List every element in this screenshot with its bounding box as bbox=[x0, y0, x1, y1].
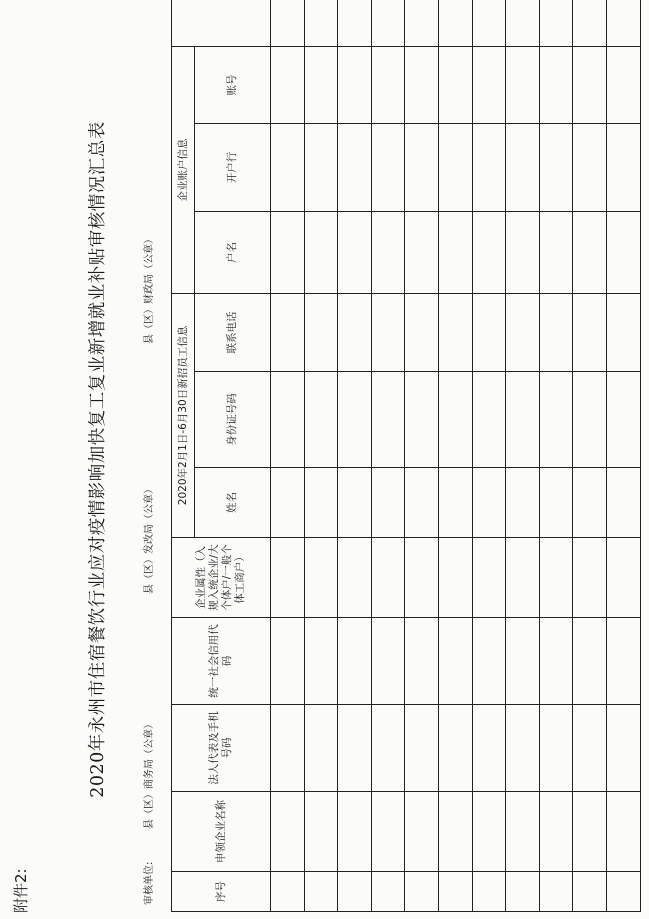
table-cell bbox=[438, 0, 472, 46]
table-cell bbox=[304, 46, 338, 123]
table-cell bbox=[472, 705, 506, 792]
table-cell bbox=[371, 792, 405, 872]
table-cell bbox=[506, 705, 540, 792]
table-cell bbox=[506, 468, 540, 538]
table-cell bbox=[606, 212, 640, 294]
table-row bbox=[573, 0, 607, 912]
table-cell bbox=[606, 872, 640, 912]
commerce-bureau-seal: 县（区）商务局（公章） bbox=[144, 719, 155, 829]
table-row bbox=[338, 0, 372, 912]
header-account-group: 企业账户信息 bbox=[172, 46, 195, 293]
table-cell bbox=[506, 124, 540, 212]
table-cell bbox=[539, 372, 573, 468]
table-cell bbox=[405, 538, 439, 618]
table-cell bbox=[506, 0, 540, 46]
header-account-name: 户名 bbox=[195, 212, 271, 294]
table-cell bbox=[539, 212, 573, 294]
table-cell bbox=[438, 46, 472, 123]
table-cell bbox=[371, 705, 405, 792]
header-credit-code: 统一社会信用代码 bbox=[172, 618, 271, 705]
table-cell bbox=[506, 792, 540, 872]
table-cell bbox=[371, 618, 405, 705]
document-title: 2020年永州市住宿餐饮行业应对疫情影响加快复工复业新增就业补贴审核情况汇总表 bbox=[88, 121, 108, 798]
table-cell bbox=[304, 618, 338, 705]
table-cell bbox=[506, 46, 540, 123]
table-cell bbox=[405, 872, 439, 912]
table-cell bbox=[371, 46, 405, 123]
table-cell bbox=[338, 0, 372, 46]
table-cell bbox=[606, 538, 640, 618]
table-cell bbox=[371, 212, 405, 294]
table-cell bbox=[573, 792, 607, 872]
table-cell bbox=[271, 468, 305, 538]
table-cell bbox=[506, 212, 540, 294]
table-cell bbox=[271, 538, 305, 618]
table-cell bbox=[472, 792, 506, 872]
table-cell bbox=[539, 124, 573, 212]
header-company-name: 申领企业名称 bbox=[172, 792, 271, 872]
table-cell bbox=[405, 792, 439, 872]
table-cell bbox=[606, 294, 640, 372]
table-row bbox=[472, 0, 506, 912]
table-cell bbox=[338, 468, 372, 538]
table-cell bbox=[438, 468, 472, 538]
header-id-number: 身份证号码 bbox=[195, 372, 271, 468]
table-cell bbox=[304, 0, 338, 46]
table-cell bbox=[472, 538, 506, 618]
table-cell bbox=[438, 792, 472, 872]
development-bureau-seal: 县（区）发改局（公章） bbox=[144, 484, 155, 594]
table-cell bbox=[606, 792, 640, 872]
table-cell bbox=[472, 46, 506, 123]
table-cell bbox=[338, 705, 372, 792]
header-seq: 序号 bbox=[172, 872, 271, 912]
table-cell bbox=[271, 618, 305, 705]
table-row bbox=[371, 0, 405, 912]
attachment-label: 附件2: bbox=[12, 868, 30, 913]
table-cell bbox=[472, 872, 506, 912]
table-cell bbox=[338, 124, 372, 212]
table-cell bbox=[371, 372, 405, 468]
table-row bbox=[506, 0, 540, 912]
table-cell bbox=[606, 124, 640, 212]
table-cell bbox=[304, 124, 338, 212]
table-cell bbox=[573, 705, 607, 792]
header-new-hire-group: 2020年2月1日-6月30日新招员工信息 bbox=[172, 294, 195, 538]
table-row bbox=[438, 0, 472, 912]
table-cell bbox=[539, 792, 573, 872]
table-cell bbox=[573, 618, 607, 705]
table-cell bbox=[304, 212, 338, 294]
table-cell bbox=[438, 705, 472, 792]
table-cell bbox=[539, 468, 573, 538]
table-cell bbox=[405, 46, 439, 123]
table-cell bbox=[539, 294, 573, 372]
table-cell bbox=[405, 372, 439, 468]
table-cell bbox=[338, 538, 372, 618]
table-cell bbox=[438, 124, 472, 212]
table-cell bbox=[405, 618, 439, 705]
table-cell bbox=[271, 792, 305, 872]
table-cell bbox=[573, 212, 607, 294]
table-cell bbox=[405, 212, 439, 294]
table-cell bbox=[573, 538, 607, 618]
header-remarks bbox=[172, 0, 271, 46]
table-cell bbox=[472, 618, 506, 705]
table-cell bbox=[573, 294, 607, 372]
table-row bbox=[539, 0, 573, 912]
header-bank: 开户行 bbox=[195, 124, 271, 212]
table-cell bbox=[271, 0, 305, 46]
table-cell bbox=[606, 0, 640, 46]
table-cell bbox=[438, 872, 472, 912]
table-cell bbox=[371, 124, 405, 212]
header-name: 姓名 bbox=[195, 468, 271, 538]
table-cell bbox=[573, 46, 607, 123]
header-company-type: 企业属性（入规入统企业/大个体户/一般个体工商户） bbox=[172, 538, 271, 618]
table-cell bbox=[338, 294, 372, 372]
table-cell bbox=[271, 705, 305, 792]
table-row bbox=[405, 0, 439, 912]
table-cell bbox=[371, 0, 405, 46]
header-account-no: 账号 bbox=[195, 46, 271, 123]
table-cell bbox=[472, 468, 506, 538]
table-row bbox=[304, 0, 338, 912]
table-cell bbox=[338, 372, 372, 468]
table-cell bbox=[539, 705, 573, 792]
table-cell bbox=[338, 792, 372, 872]
table-cell bbox=[338, 872, 372, 912]
table-cell bbox=[405, 124, 439, 212]
table-cell bbox=[371, 538, 405, 618]
table-cell bbox=[506, 294, 540, 372]
table-cell bbox=[573, 872, 607, 912]
table-cell bbox=[573, 372, 607, 468]
table-cell bbox=[271, 294, 305, 372]
table-cell bbox=[539, 618, 573, 705]
table-row bbox=[606, 0, 640, 912]
table-cell bbox=[472, 294, 506, 372]
header-phone: 联系电话 bbox=[195, 294, 271, 372]
table-cell bbox=[371, 294, 405, 372]
table-cell bbox=[371, 468, 405, 538]
summary-table bbox=[171, 0, 641, 912]
table-cell bbox=[506, 872, 540, 912]
table-cell bbox=[606, 705, 640, 792]
table-cell bbox=[371, 872, 405, 912]
table-cell bbox=[304, 468, 338, 538]
table-cell bbox=[438, 212, 472, 294]
table-cell bbox=[338, 618, 372, 705]
table-cell bbox=[271, 212, 305, 294]
table-cell bbox=[438, 372, 472, 468]
table-cell bbox=[606, 46, 640, 123]
table-cell bbox=[573, 0, 607, 46]
table-cell bbox=[304, 705, 338, 792]
table-cell bbox=[271, 124, 305, 212]
table-cell bbox=[405, 294, 439, 372]
review-unit-label: 审核单位: bbox=[144, 861, 155, 905]
table-cell bbox=[506, 618, 540, 705]
table-cell bbox=[472, 0, 506, 46]
table-cell bbox=[405, 705, 439, 792]
table-cell bbox=[338, 212, 372, 294]
table-cell bbox=[304, 372, 338, 468]
table-cell bbox=[271, 372, 305, 468]
table-cell bbox=[472, 124, 506, 212]
table-cell bbox=[539, 538, 573, 618]
table-cell bbox=[539, 46, 573, 123]
table-cell bbox=[405, 0, 439, 46]
table-cell bbox=[506, 538, 540, 618]
table-cell bbox=[438, 618, 472, 705]
table-cell bbox=[304, 792, 338, 872]
table-cell bbox=[606, 618, 640, 705]
table-cell bbox=[338, 46, 372, 123]
table-cell bbox=[573, 468, 607, 538]
table-cell bbox=[271, 872, 305, 912]
table-cell bbox=[472, 212, 506, 294]
table-cell bbox=[606, 468, 640, 538]
finance-bureau-seal: 县（区）财政局（公章） bbox=[144, 234, 155, 344]
table-cell bbox=[405, 468, 439, 538]
table-cell bbox=[539, 872, 573, 912]
table-cell bbox=[539, 0, 573, 46]
table-cell bbox=[472, 372, 506, 468]
table-row bbox=[271, 0, 305, 912]
header-legal-rep: 法人代表及手机号码 bbox=[172, 705, 271, 792]
header-row-1 bbox=[172, 0, 195, 912]
table-cell bbox=[438, 538, 472, 618]
table-cell bbox=[271, 46, 305, 123]
table-cell bbox=[438, 294, 472, 372]
table-cell bbox=[506, 372, 540, 468]
table-cell bbox=[304, 538, 338, 618]
table-cell bbox=[573, 124, 607, 212]
table-cell bbox=[304, 872, 338, 912]
table-cell bbox=[304, 294, 338, 372]
table-cell bbox=[606, 372, 640, 468]
